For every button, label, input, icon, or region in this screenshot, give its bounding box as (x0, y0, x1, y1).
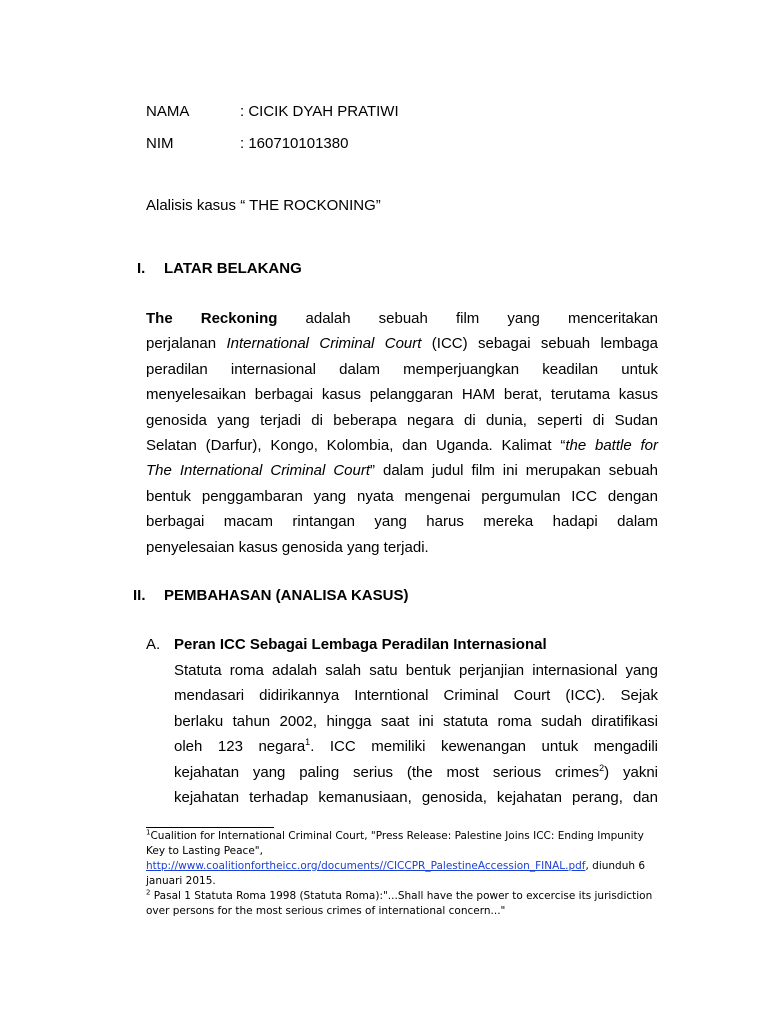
paragraph-line: berbagai macam rintangan yang harus mereka hadapi dalam (146, 513, 658, 531)
footnote-separator (146, 827, 274, 828)
paragraph-line: berlaku tahun 2002, hingga saat ini statuta roma sudah diratifikasi (174, 712, 658, 730)
paragraph-line: The Reckoning adalah sebuah film yang menceritakan (146, 310, 659, 327)
section1-heading: LATAR BELAKANG (164, 260, 302, 277)
footnote-1-line: januari 2015. (146, 875, 216, 887)
paragraph-line: mendasari didirikannya Interntional Criminal Court (ICC). Sejak (174, 687, 658, 705)
section2-paragraph (174, 658, 658, 810)
paragraph-line: kejahatan terhadap kemanusiaan, genosida, kejahatan perang, dan (174, 788, 658, 806)
paragraph-line: Selatan (Darfur), Kongo, Kolombia, dan Uganda. Kalimat “the battle for (146, 436, 659, 454)
analysis-title: Alalisis kasus “ THE ROCKONING” (146, 197, 381, 214)
paragraph-line: kejahatan yang paling serius (the most serious crimes$^2$) yakni (174, 762, 658, 781)
paragraph-line: genosida yang terjadi di beberapa negara di dunia, seperti di Sudan (146, 411, 658, 429)
subsection-a-letter: A. (146, 636, 161, 653)
footnote-1-line: Key to Lasting Peace", (146, 845, 263, 857)
footnote-2-line: over persons for the most serious crimes of international concern..." (146, 905, 506, 917)
paragraph-line: bentuk penggambaran yang nyata mengenai pergumulan ICC dengan (146, 487, 658, 505)
footnote-1-link[interactable]: http://www.coalitionfortheicc.org/documents//CICCPR_PalestineAccession_FINAL.pdf (146, 860, 586, 872)
paragraph-line: perjalanan International Criminal Court (ICC) sebagai sebuah lembaga (146, 335, 659, 353)
nim-value: : 160710101380 (240, 135, 349, 152)
footnote-2-line: $^2$ Pasal 1 Statuta Roma 1998 (Statuta Roma):"...Shall have the power to excercise its jurisdiction (146, 888, 653, 902)
footnotes (146, 829, 661, 919)
subsection-a-heading: Peran ICC Sebagai Lembaga Peradilan Internasional (174, 636, 547, 653)
nama-value: : CICIK DYAH PRATIWI (240, 103, 399, 120)
footnote-ref-2: 2 (599, 762, 605, 773)
paragraph-line: oleh 123 negara$^1$. ICC memiliki kewenangan untuk mengadili (174, 737, 658, 756)
paragraph-line: penyelesaian kasus genosida yang terjadi. (146, 538, 429, 556)
paragraph-line: Statuta roma adalah salah satu bentuk perjanjian internasional yang (174, 662, 658, 679)
section2-heading: PEMBAHASAN (ANALISA KASUS) (164, 587, 409, 604)
footnote-1-line: http://www.coalitionfortheicc.org/documents//CICCPR_PalestineAccession_FINAL.pdf, diunduh 6 (146, 860, 646, 872)
footnote-ref-1: 1 (305, 737, 311, 748)
nim-label: NIM (146, 135, 174, 152)
section2-number: II. (133, 587, 146, 604)
nama-label: NAMA (146, 103, 190, 120)
footnote-1-line: $^1$Cualition for International Criminal Court, "Press Release: Palestine Joins ICC: Ending Impunity (146, 828, 644, 842)
paragraph-line: peradilan internasional dalam memperjuangkan keadilan untuk (146, 360, 658, 378)
paragraph-line: The International Criminal Court” dalam judul film ini merupakan sebuah (146, 462, 658, 480)
paragraph-line: menyelesaikan berbagai kasus pelanggaran HAM berat, terutama kasus (146, 386, 658, 404)
section1-number: I. (137, 260, 146, 277)
section1-paragraph (146, 306, 658, 560)
